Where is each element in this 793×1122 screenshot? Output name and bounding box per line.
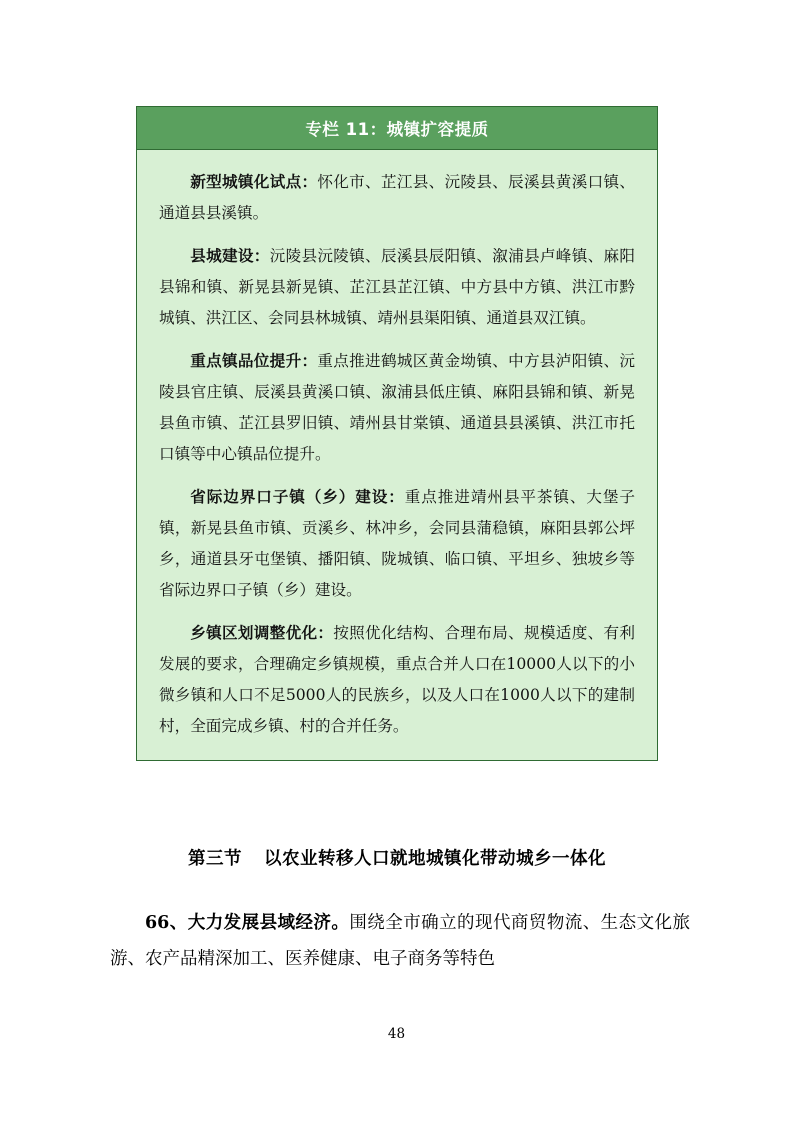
callout-paragraph-text: 重点推进鹤城区黄金坳镇、中方县泸阳镇、沅陵县官庄镇、辰溪县黄溪口镇、溆浦县低庄镇、麻阳县锦和镇、新晃县鱼市镇、芷江县罗旧镇、靖州县甘棠镇、通道县县溪镇、洪江市托口镇等中心镇品位提升。 — [159, 352, 635, 463]
callout-paragraph — [159, 617, 635, 742]
callout-paragraph-lead: 县城建设： — [190, 246, 270, 265]
body-paragraph-text: 围绕全市确立的现代商贸物流、生态文化旅游、农产品精深加工、医养健康、电子商务等特色 — [110, 913, 690, 969]
section-title: 以农业转移人口就地城镇化带动城乡一体化 — [264, 849, 606, 869]
callout-paragraph-lead: 重点镇品位提升： — [190, 351, 318, 370]
callout-paragraph — [159, 166, 635, 229]
callout-paragraph — [159, 345, 635, 470]
callout-paragraph-text: 沅陵县沅陵镇、辰溪县辰阳镇、溆浦县卢峰镇、麻阳县锦和镇、新晃县新晃镇、芷江县芷江镇、中方县中方镇、洪江市黔城镇、洪江区、会同县林城镇、靖州县渠阳镇、通道县双江镇。 — [159, 247, 635, 327]
callout-paragraph — [159, 240, 635, 334]
callout-body — [137, 150, 657, 760]
callout-paragraph-text: 怀化市、芷江县、沅陵县、辰溪县黄溪口镇、通道县县溪镇。 — [159, 173, 635, 222]
callout-paragraph-lead: 新型城镇化试点： — [190, 172, 318, 191]
body-paragraph — [110, 905, 690, 977]
callout-box — [136, 106, 658, 761]
callout-title: 专栏 11：城镇扩容提质 — [137, 107, 657, 150]
callout-paragraph-lead: 乡镇区划调整优化： — [190, 623, 334, 642]
page-number: 48 — [387, 1026, 406, 1042]
section-heading — [136, 845, 658, 870]
callout-paragraph-lead: 省际边界口子镇（乡）建设： — [190, 487, 405, 506]
callout-paragraph — [159, 481, 635, 606]
section-number: 第三节 — [188, 849, 242, 869]
body-paragraph-lead: 66、大力发展县域经济。 — [145, 913, 350, 933]
body-text-block — [110, 905, 690, 977]
callout-paragraph-text: 按照优化结构、合理布局、规模适度、有利发展的要求，合理确定乡镇规模，重点合并人口在10000人以下的小微乡镇和人口不足5000人的民族乡，以及人口在1000人以下的建制村，全面完成乡镇、村的合并任务。 — [159, 624, 635, 735]
callout-paragraph-text: 重点推进靖州县平茶镇、大堡子镇，新晃县鱼市镇、贡溪乡、林冲乡，会同县蒲稳镇，麻阳县郭公坪乡，通道县牙屯堡镇、播阳镇、陇城镇、临口镇、平坦乡、独坡乡等省际边界口子镇（乡）建设。 — [159, 488, 635, 599]
